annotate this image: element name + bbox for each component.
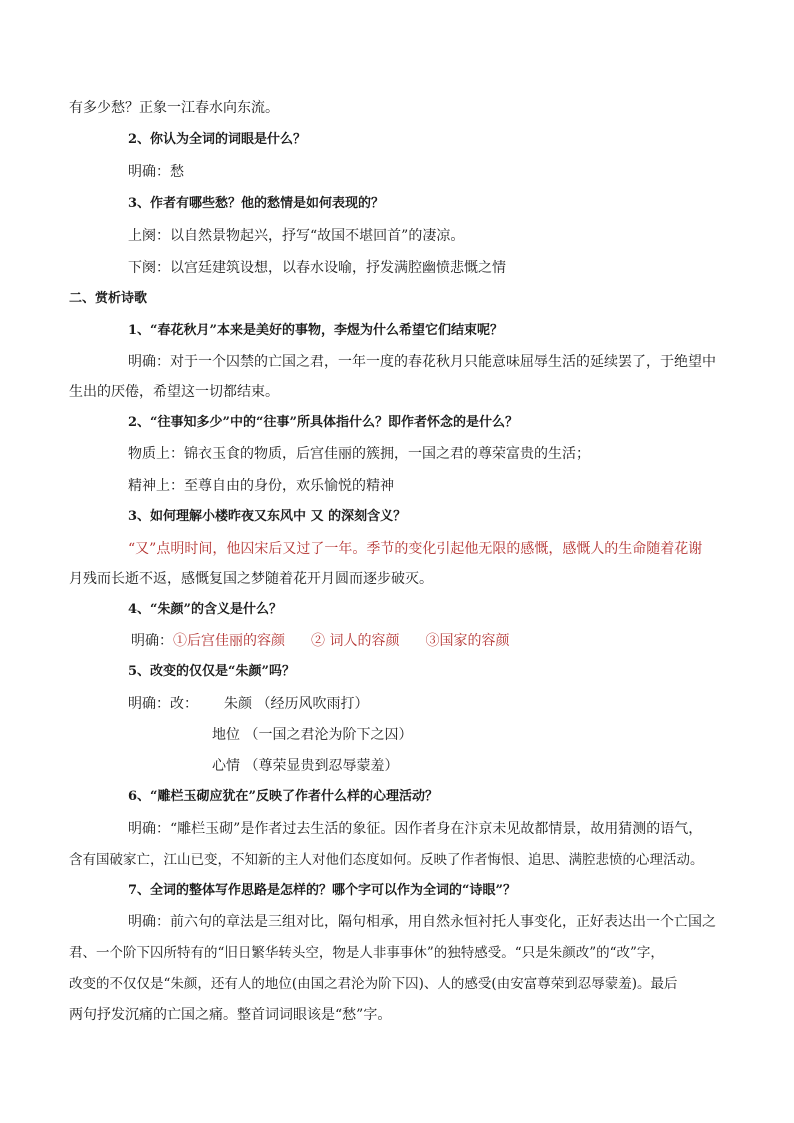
answer-text-red: “又”点明时间，他囚宋后又过了一年。季节的变化引起他无限的感慨，感慨人的生命随着花谢 — [128, 541, 703, 557]
question-heading: 3、如何理解小楼昨夜又东风中 又 的深刻含义？ — [128, 509, 407, 524]
answer-text: 月残而长逝不返，感慨复国之梦随着花开月圆而逐步破灭。 — [69, 571, 433, 587]
answer-text: 两句抒发沉痛的亡国之痛。整首词词眼该是“愁”字。 — [69, 1007, 392, 1023]
answer-text: 明确：愁 — [128, 164, 184, 180]
answer-option-2: ② 词人的容颜 — [311, 633, 400, 649]
question-heading: 1、“春花秋月”本来是美好的事物，李煜为什么希望它们结束呢？ — [128, 323, 504, 338]
paragraph-text: 有多少愁？正象一江春水向东流。 — [69, 100, 279, 116]
question-heading: 4、“朱颜”的含义是什么？ — [128, 602, 283, 617]
answer-text: 生出的厌倦，希望这一切都结束。 — [69, 384, 279, 400]
answer-text: 下阕：以宫廷建筑设想，以春水设喻，抒发满腔幽愤悲慨之情 — [128, 260, 506, 276]
question-heading: 2、你认为全词的词眼是什么？ — [128, 132, 307, 147]
answer-text: 明确：对于一个囚禁的亡国之君，一年一度的春花秋月只能意味屈辱生活的延续罢了，于绝望中 — [128, 354, 716, 370]
answer-item: 地位 （一国之君沦为阶下之囚） — [212, 727, 413, 743]
answer-row — [128, 694, 368, 714]
answer-text: 君、一个阶下囚所特有的“旧日繁华转头空，物是人非事事休”的独特感受。“只是朱颜改”的“改”字， — [69, 945, 664, 961]
answer-item: 朱颜 （经历风吹雨打） — [224, 696, 369, 712]
answer-text: 明确：“雕栏玉砌”是作者过去生活的象征。因作者身在汴京未见故都情景，故用猜测的语气， — [128, 821, 703, 837]
answer-text: 上阕：以自然景物起兴，抒写“故国不堪回首”的凄凉。 — [128, 228, 465, 244]
answer-text: 精神上：至尊自由的身份，欢乐愉悦的精神 — [128, 478, 394, 494]
answer-text: 改变的不仅仅是“朱颜，还有人的地位(由国之君沦为阶下囚)、人的感受(由安富尊荣到忍辱蒙羞)。最后 — [69, 976, 678, 992]
question-heading: 6、“雕栏玉砌应犹在”反映了作者什么样的心理活动？ — [128, 789, 439, 804]
answer-label: 明确： — [131, 633, 173, 649]
answer-text: 物质上：锦衣玉食的物质，后宫佳丽的簇拥，一国之君的尊荣富贵的生活； — [128, 446, 590, 462]
answer-option-1: ①后宫佳丽的容颜 — [173, 633, 285, 649]
question-heading: 3、作者有哪些愁？他的愁情是如何表现的？ — [128, 196, 385, 211]
answer-label: 明确：改： — [128, 696, 198, 712]
answer-item: 心情 （尊荣显贵到忍辱蒙羞） — [212, 758, 399, 774]
answer-row — [131, 631, 509, 651]
answer-text: 明确：前六句的章法是三组对比，隔句相承，用自然永恒衬托人事变化，正好表达出一个亡国之 — [128, 914, 716, 930]
answer-text: 含有国破家亡，江山已变，不知新的主人对他们态度如何。反映了作者悔恨、追思、满腔悲愤的心理活动。 — [69, 852, 704, 868]
question-heading: 2、“往事知多少”中的“往事”所具体指什么？即作者怀念的是什么？ — [128, 415, 518, 430]
question-heading: 5、改变的仅仅是“朱颜”吗？ — [128, 664, 296, 679]
question-heading: 7、全词的整体写作思路是怎样的？哪个字可以作为全词的“诗眼”？ — [128, 883, 517, 898]
section-heading: 二、赏析诗歌 — [69, 291, 148, 306]
answer-option-3: ③国家的容颜 — [425, 633, 510, 649]
